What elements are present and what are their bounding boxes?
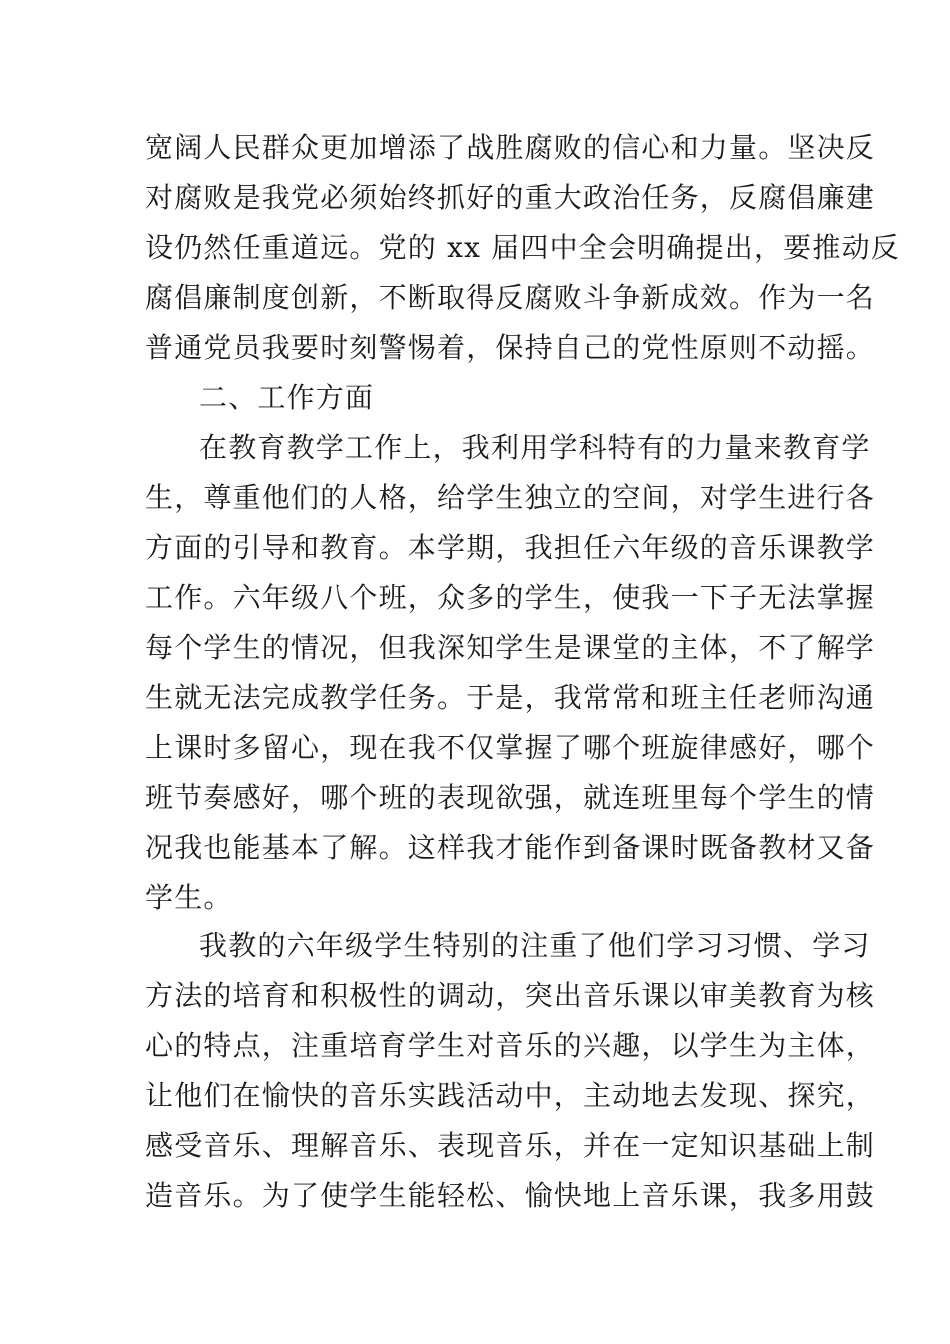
text-line: 况我也能基本了解。这样我才能作到备课时既备教材又备 bbox=[145, 831, 876, 864]
text-line: 学生。 bbox=[145, 881, 233, 914]
text-line: 在教育教学工作上，我利用学科特有的力量来教育学 bbox=[199, 431, 871, 464]
text-line: 腐倡廉制度创新，不断取得反腐败斗争新成效。作为一名 bbox=[145, 281, 876, 314]
text-line: 方法的培育和积极性的调动，突出音乐课以审美教育为核 bbox=[145, 979, 876, 1012]
text-line: 方面的引导和教育。本学期，我担任六年级的音乐课教学 bbox=[145, 531, 876, 564]
text-line: 对腐败是我党必须始终抓好的重大政治任务，反腐倡廉建 bbox=[145, 181, 876, 214]
text-line: 工作。六年级八个班，众多的学生，使我一下子无法掌握 bbox=[145, 581, 876, 614]
text-line: 生就无法完成教学任务。于是，我常常和班主任老师沟通 bbox=[145, 681, 876, 714]
text-line: 普通党员我要时刻警惕着，保持自己的党性原则不动摇。 bbox=[145, 331, 876, 364]
text-line: 班节奏感好，哪个班的表现欲强，就连班里每个学生的情 bbox=[145, 781, 876, 814]
section-heading: 二、工作方面 bbox=[199, 381, 375, 414]
text-line: 每个学生的情况，但我深知学生是课堂的主体，不了解学 bbox=[145, 631, 876, 664]
text-line: 上课时多留心，现在我不仅掌握了哪个班旋律感好，哪个 bbox=[145, 731, 876, 764]
text-line: 感受音乐、理解音乐、表现音乐，并在一定知识基础上制 bbox=[145, 1129, 876, 1162]
text-line: 让他们在愉快的音乐实践活动中，主动地去发现、探究， bbox=[145, 1079, 876, 1112]
text-line: 心的特点，注重培育学生对音乐的兴趣，以学生为主体， bbox=[145, 1029, 876, 1062]
text-line: 生，尊重他们的人格，给学生独立的空间，对学生进行各 bbox=[145, 481, 876, 514]
text-line: 宽阔人民群众更加增添了战胜腐败的信心和力量。坚决反 bbox=[145, 131, 876, 164]
text-line: 我教的六年级学生特别的注重了他们学习习惯、学习 bbox=[199, 929, 871, 962]
text-line: 造音乐。为了使学生能轻松、愉快地上音乐课，我多用鼓 bbox=[145, 1179, 876, 1212]
text-line: 设仍然任重道远。党的 xx 届四中全会明确提出，要推动反 bbox=[145, 231, 900, 264]
